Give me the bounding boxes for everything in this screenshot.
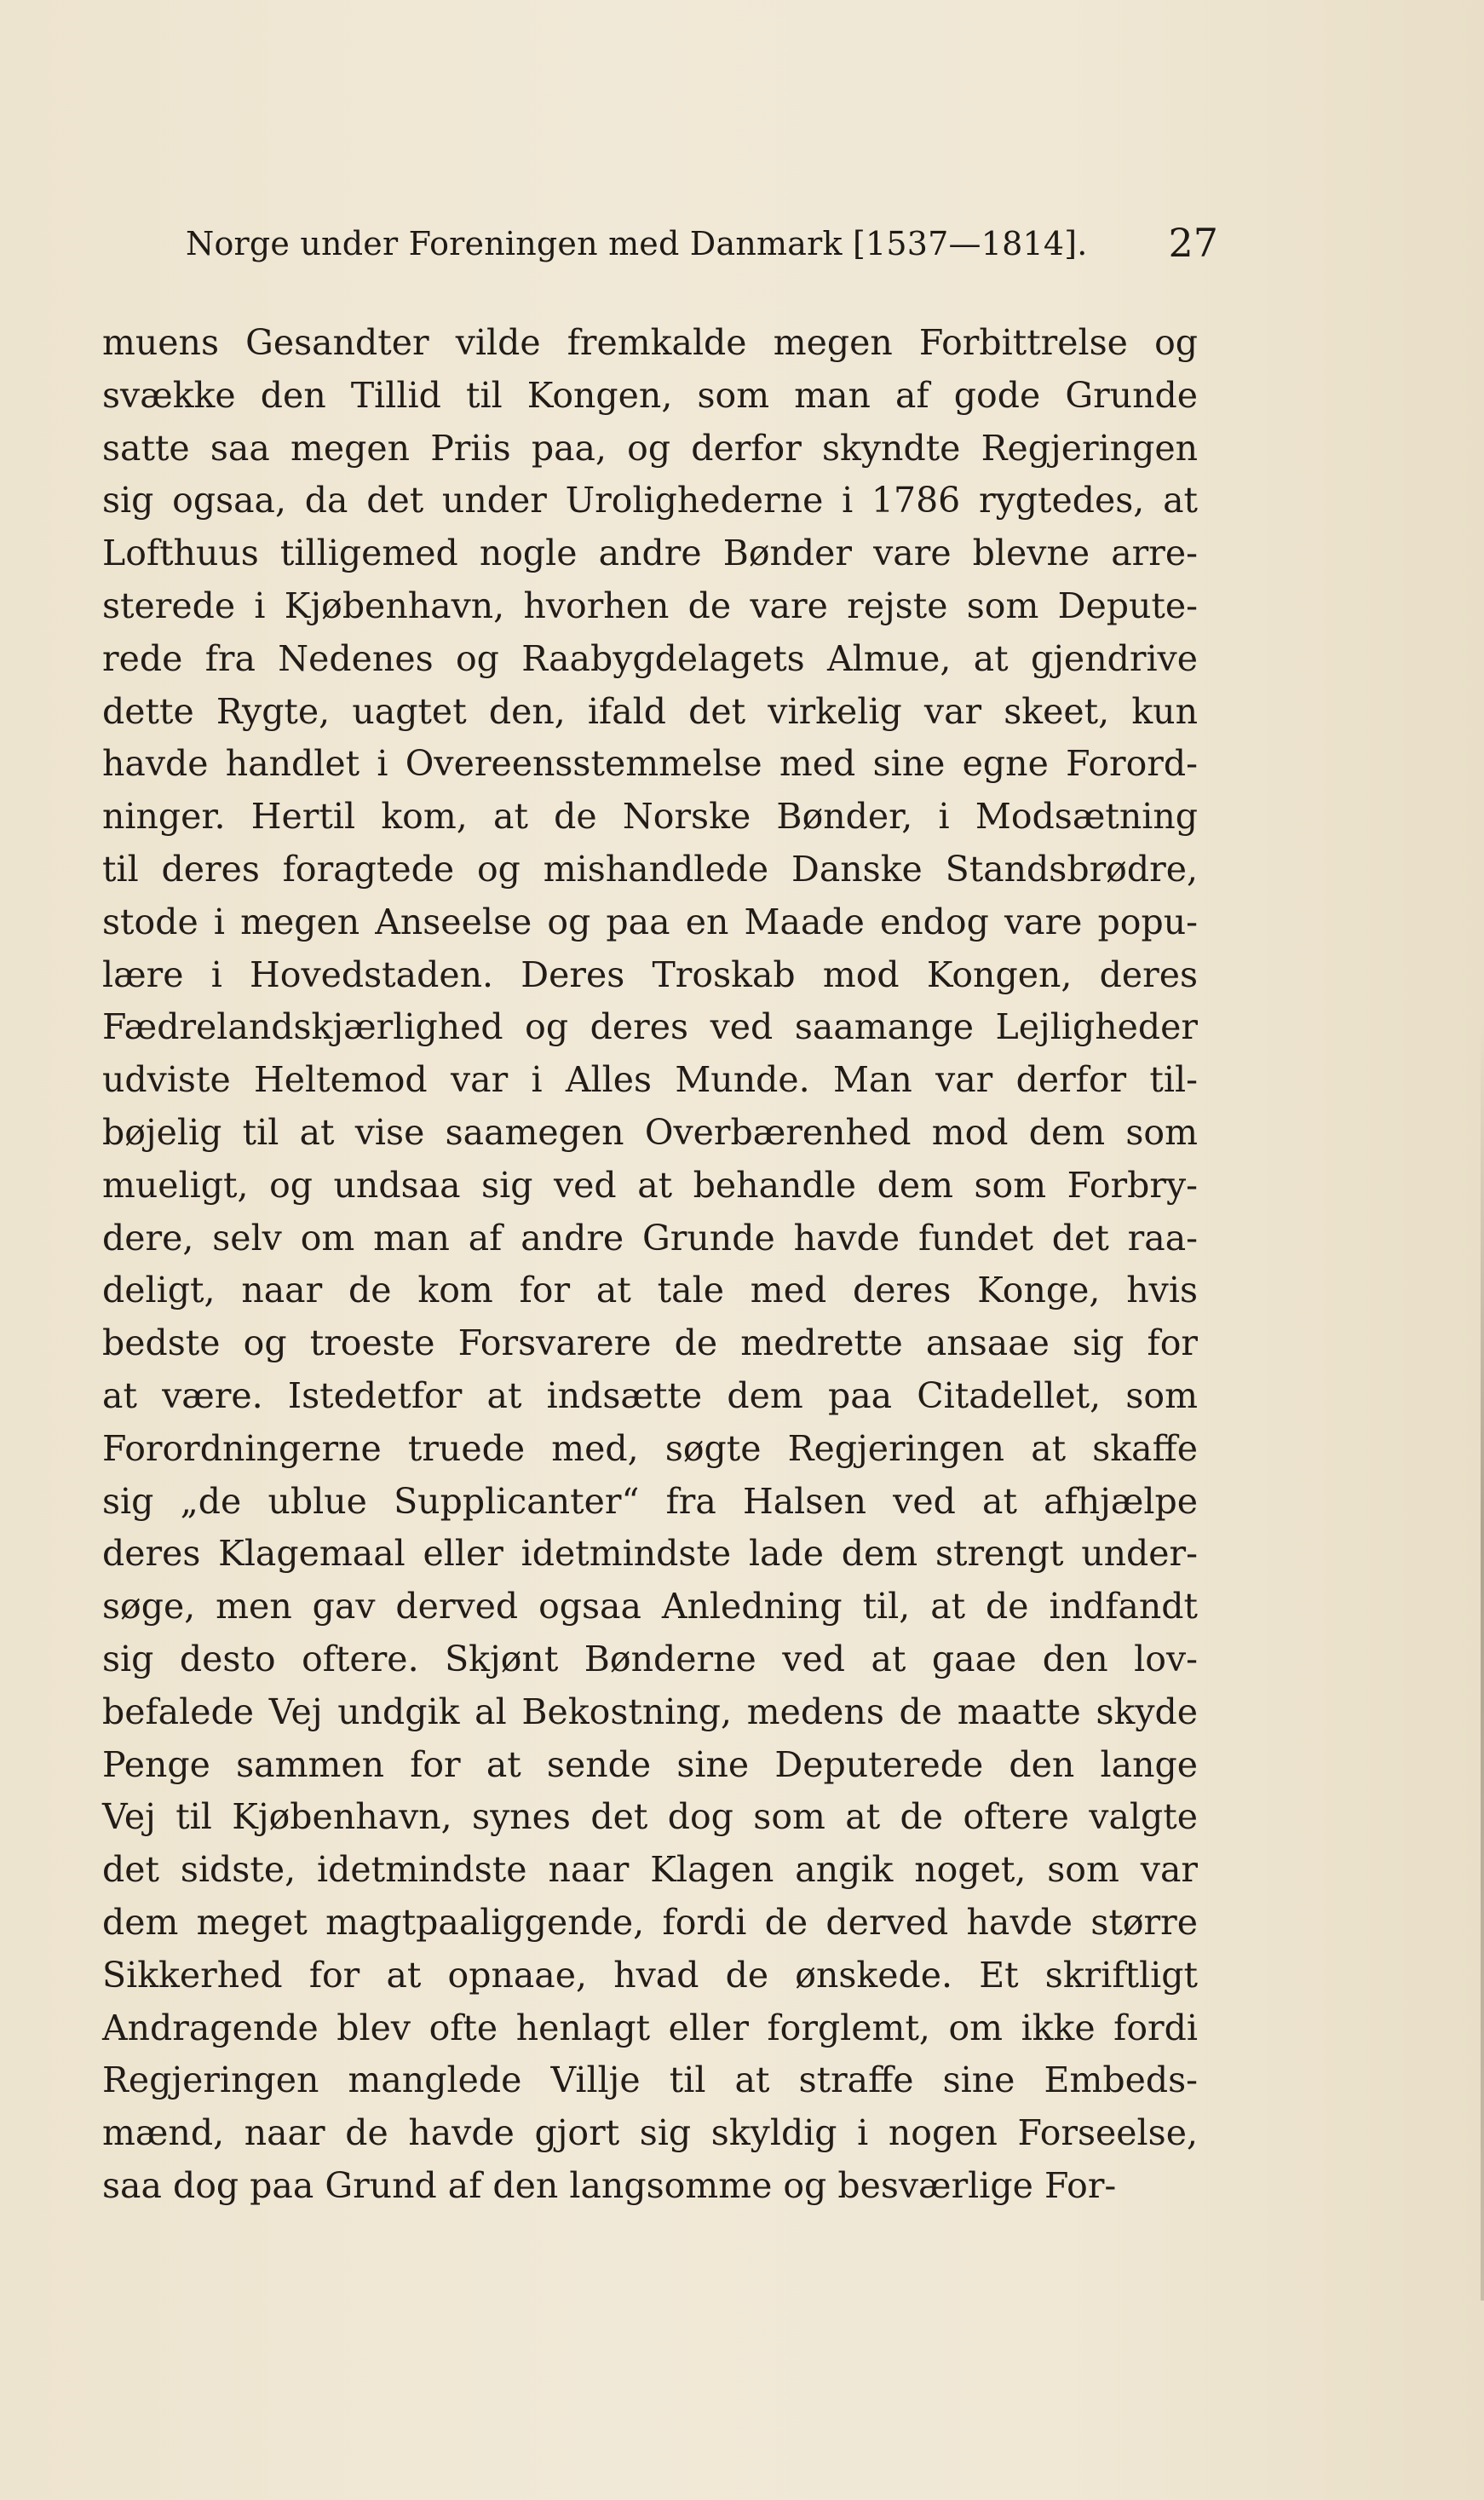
text-line: bedste og troeste Forsvarere de medrette ansaae sig for [102,1322,1198,1364]
page-edge-shadow [1481,1022,1484,2301]
text-line: ninger. Hertil kom, at de Norske Bønder, i Modsætning [102,796,1198,838]
text-line: stode i megen Anseelse og paa en Maade endog vare popu- [102,901,1198,942]
text-line: mueligt, og undsaa sig ved at behandle dem som Forbry- [102,1164,1198,1206]
text-line: sterede i Kjøbenhavn, hvorhen de vare rejste som Depute- [102,585,1198,626]
text-line: det sidste, idetmindste naar Klagen angik noget, som var [102,1849,1198,1891]
text-line: muens Gesandter vilde fremkalde megen Forbittrelse og [102,322,1198,363]
body-text [102,317,1198,2213]
text-line: befalede Vej undgik al Bekostning, medens de maatte skyde [102,1691,1198,1732]
text-line: til deres foragtede og mishandlede Danske Standsbrødre, [102,848,1198,890]
text-line: deligt, naar de kom for at tale med deres Konge, hvis [102,1270,1198,1311]
text-line: svække den Tillid til Kongen, som man af gode Grunde [102,374,1198,416]
text-line: Andragende blev ofte henlagt eller forglemt, om ikke fordi [102,2007,1198,2048]
text-line: saa dog paa Grund af den langsomme og besværlige For- [102,2164,1117,2206]
text-line: havde handlet i Overeensstemmelse med sine egne Forord- [102,743,1198,785]
text-line: Forordningerne truede med, søgte Regjeringen at skaffe [102,1427,1198,1469]
text-line: deres Klagemaal eller idetmindste lade dem strengt under- [102,1533,1198,1575]
text-line: rede fra Nedenes og Raabygdelagets Almue, at gjendrive [102,637,1198,679]
text-line: Regjeringen manglede Villje til at straffe sine Embeds- [102,2059,1198,2101]
text-line: lære i Hovedstaden. Deres Troskab mod Kongen, deres [102,953,1198,995]
text-line: dere, selv om man af andre Grunde havde fundet det raa- [102,1217,1198,1259]
text-line: udviste Heltemod var i Alles Munde. Man var derfor til- [102,1059,1198,1101]
text-line: Lofthuus tilligemed nogle andre Bønder vare blevne arre- [102,533,1198,574]
running-title: Norge under Foreningen med Danmark [1537—1814]. [186,225,1088,262]
text-line: dette Rygte, uagtet den, ifald det virkelig var skeet, kun [102,690,1198,732]
text-line: dem meget magtpaaliggende, fordi de derved havde større [102,1901,1198,1943]
text-line: at være. Istedetfor at indsætte dem paa Citadellet, som [102,1374,1198,1416]
text-line: Fædrelandskjærlighed og deres ved saamange Lejligheder [102,1006,1198,1048]
text-line: søge, men gav derved ogsaa Anledning til, at de indfandt [102,1586,1198,1627]
text-line: sig „de ublue Supplicanter“ fra Halsen ved at afhjælpe [102,1480,1198,1522]
text-line: Vej til Kjøbenhavn, synes det dog som at de oftere valgte [102,1796,1198,1838]
running-head [186,220,1218,271]
text-line: mænd, naar de havde gjort sig skyldig i nogen Forseelse, [102,2112,1198,2154]
text-line: Penge sammen for at sende sine Deputerede den lange [102,1743,1198,1785]
page-number: 27 [1168,220,1218,266]
text-line: satte saa megen Priis paa, og derfor skyndte Regjeringen [102,427,1198,469]
text-line: Sikkerhed for at opnaae, hvad de ønskede. Et skriftligt [102,1954,1198,1996]
text-line: sig desto oftere. Skjønt Bønderne ved at gaae den lov- [102,1638,1198,1679]
text-line: sig ogsaa, da det under Urolighederne i 1786 rygtedes, at [102,480,1198,521]
text-line: bøjelig til at vise saamegen Overbærenhed mod dem som [102,1111,1198,1153]
